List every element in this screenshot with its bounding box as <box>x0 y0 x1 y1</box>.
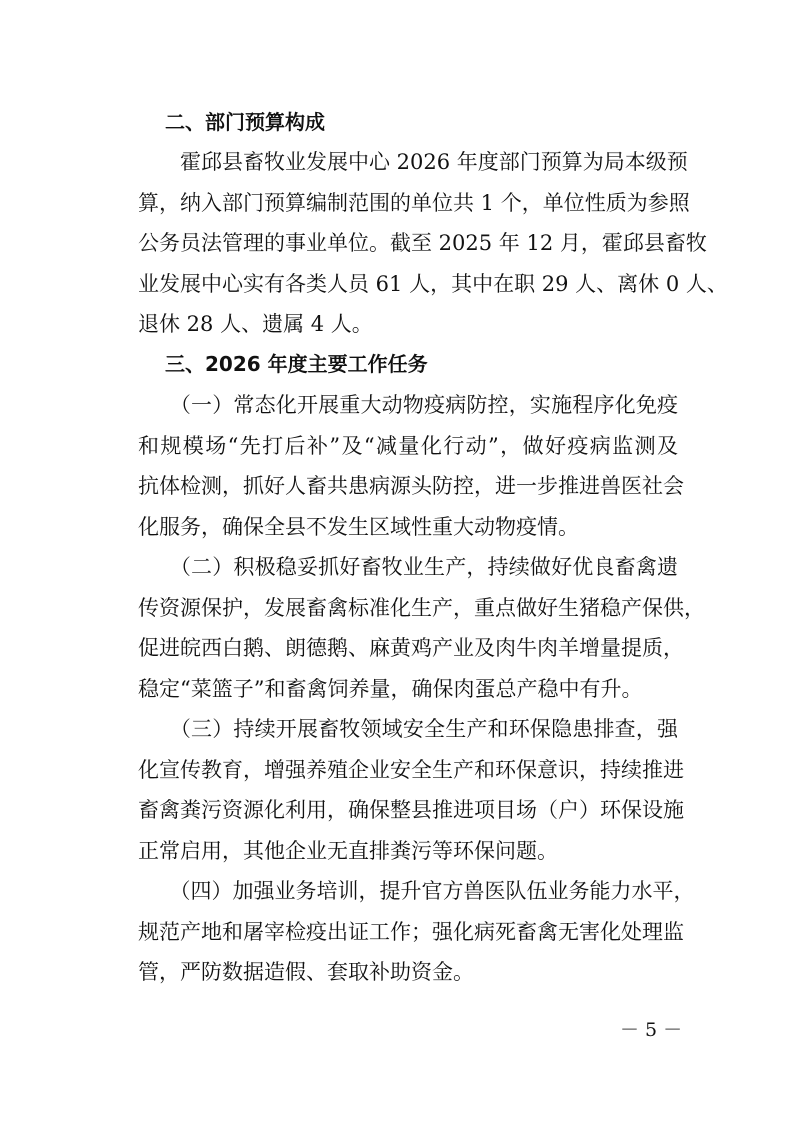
page-number: － 5 － <box>620 1019 683 1041</box>
text-line: 和规模场“先打后补”及“减量化行动”，做好疫病监测及 <box>138 434 678 458</box>
text-line: 抗体检测，抓好人畜共患病源头防控，进一步推进兽医社会 <box>138 474 684 498</box>
text-line: （二）积极稳妥抓好畜牧业生产，持续做好优良畜禽遗 <box>138 555 678 579</box>
text-line: 规范产地和屠宰检疫出证工作；强化病死畜禽无害化处理监 <box>138 920 684 944</box>
text-line: 稳定“菜篮子”和畜禽饲养量，确保肉蛋总产稳中有升。 <box>138 677 643 701</box>
text-line: 化服务，确保全县不发生区域性重大动物疫情。 <box>138 515 579 539</box>
text-line: 退休 28 人、遗属 4 人。 <box>138 312 373 336</box>
text-line: 公务员法管理的事业单位。截至 2025 年 12 月，霍邱县畜牧 <box>138 231 707 255</box>
text-line: 促进皖西白鹅、朗德鹅、麻黄鸡产业及肉牛肉羊增量提质， <box>138 636 684 660</box>
text-line: 管，严防数据造假、套取补助资金。 <box>138 960 474 984</box>
text-line: 算，纳入部门预算编制范围的单位共 1 个，单位性质为参照 <box>138 191 690 215</box>
text-line: （四）加强业务培训，提升官方兽医队伍业务能力水平， <box>138 879 695 903</box>
section-heading-budget-structure: 二、部门预算构成 <box>165 110 325 134</box>
text-line: 正常启用，其他企业无直排粪污等环保问题。 <box>138 839 558 863</box>
text-line: 霍邱县畜牧业发展中心 2026 年度部门预算为局本级预 <box>138 150 688 174</box>
text-line: （三）持续开展畜牧领域安全生产和环保隐患排查，强 <box>138 717 678 741</box>
text-line: 传资源保护，发展畜禽标准化生产，重点做好生猪稳产保供， <box>138 596 705 620</box>
text-line: 业发展中心实有各类人员 61 人，其中在职 29 人、离休 0 人、 <box>138 272 728 296</box>
text-line: （一）常态化开展重大动物疫病防控，实施程序化免疫 <box>138 393 678 417</box>
section-heading-main-tasks: 三、2026 年度主要工作任务 <box>165 352 428 376</box>
text-line: 化宣传教育，增强养殖企业安全生产和环保意识，持续推进 <box>138 758 684 782</box>
text-line: 畜禽粪污资源化利用，确保整县推进项目场（户）环保设施 <box>138 798 684 822</box>
